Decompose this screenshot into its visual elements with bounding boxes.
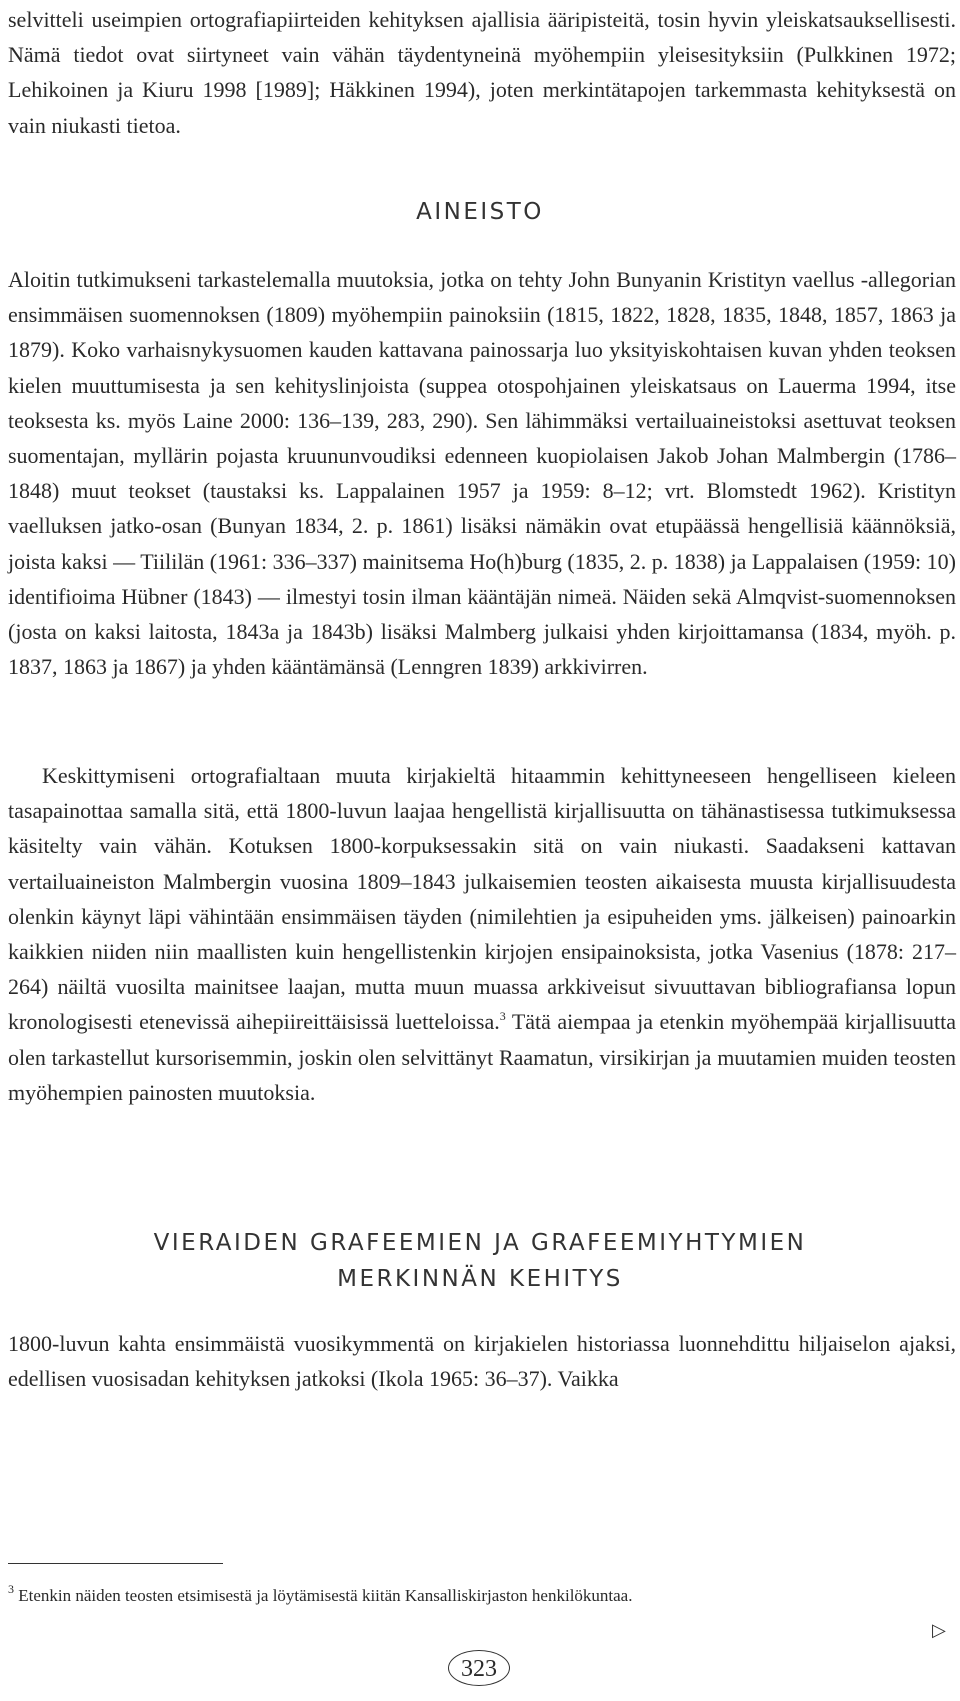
paragraph-2-continuation: Tätä aiempaa ja etenkin myöhempää kirjallisuutta olen tarkastellut kursorisemmin, joskin olen selvittänyt Raamatun, virsikirjan ja muutamien muiden teosten myöhempien painosten muutoksia. bbox=[8, 1009, 956, 1105]
aineisto-paragraph-2 bbox=[8, 758, 956, 1110]
section-heading-aineisto: AINEISTO bbox=[416, 199, 544, 225]
footnote-text: Etenkin näiden teosten etsimisestä ja löytämisestä kiitän Kansalliskirjaston henkilökuntaa. bbox=[18, 1586, 633, 1605]
aineisto-paragraph-1: Aloitin tutkimukseni tarkastelemalla muutoksia, jotka on tehty John Bunyanin Kristityn vaellus -allegorian ensimmäisen suomennoksen (1809) myöhempiin painoksiin (1815, 1822, 1828, 1835, 1848, 1857, 1863 ja 1879). Koko varhaisnykysuomen kauden kattavana painossarja luo yksityiskohtaisen kuvan yhden teoksen kielen muuttumisesta ja sen kehityslinjoista (suppea otospohjainen yleiskatsaus on Lauerma 1994, itse teoksesta ks. myös Laine 2000: 136–139, 283, 290). Sen lähimmäksi vertailuaineistoksi asettuvat teoksen suomentajan, myllärin pojasta kruununvoudiksi edenneen kuopiolaisen Jakob Johan Malmbergin (1786–1848) muut teokset (taustaksi ks. Lappalainen 1957 ja 1959: 8–12; vrt. Blomstedt 1962). Kristityn vaelluksen jatko-osan (Bunyan 1834, 2. p. 1861) lisäksi nämäkin ovat etupäässä hengellisiä käännöksiä, joista kaksi — Tiililän (1961: 336–337) mainitsema Ho(h)burg (1835, 2. p. 1838) ja Lappalaisen (1959: 10) identifioima Hübner (1843) — ilmestyi tosin ilman kääntäjän nimeä. Näiden sekä Almqvist-suomennoksen (josta on kaksi laitosta, 1843a ja 1843b) lisäksi Malmberg julkaisi yhden kirjoittamansa (1834, myöh. p. 1837, 1863 ja 1867) ja yhden kääntämänsä (Lenngren 1839) arkkivirren. bbox=[8, 267, 956, 680]
next-page-arrow-icon[interactable]: ▷ bbox=[932, 1620, 946, 1641]
footnote-reference[interactable]: 3 bbox=[499, 1009, 506, 1024]
section-heading-grafeemit: VIERAIDEN GRAFEEMIEN JA GRAFEEMIYHTYMIEN MERKINNÄN KEHITYS bbox=[153, 1230, 807, 1292]
footnote-divider bbox=[8, 1563, 223, 1564]
page-number: 323 bbox=[448, 1650, 510, 1686]
footnote bbox=[8, 1584, 948, 1608]
paragraph-2-text: Keskittymiseni ortografialtaan muuta kirjakieltä hitaammin kehittyneeseen hengelliseen kieleen tasapainottaa samalla sitä, että 1800-luvun laajaa hengellistä kirjallisuutta on tähänastisessa tutkimuksessa käsitelty vain vähän. Kotuksen 1800-korpuksessakin sitä on vain niukasti. Saadakseni kattavan vertailuaineiston Malmbergin vuosina 1809–1843 julkaisemien teosten aikaisesta muusta kirjallisuudesta olenkin käynyt läpi vähintään ensimmäisen täyden (nimilehtien ja esipuheiden yms. jälkeisen) painoarkin kaikkien niiden niin maallisten kuin hengellistenkin kirjojen ensipainoksista, jotka Vasenius (1878: 217–264) näiltä vuosilta mainitsee laajan, mutta muun muassa arkkiveisut sivuuttavan bibliografiansa lopun kronologisesti etenevissä aihepiireittäisissä luetteloissa. bbox=[8, 763, 956, 1035]
intro-paragraph: selvitteli useimpien ortografiapiirteiden kehityksen ajallisia ääripisteitä, tosin hyvin yleiskatsauksellisesti. Nämä tiedot ovat siirtyneet vain vähän täydentyneinä myöhempiin yleisesityksiin (Pulkkinen 1972; Lehikoinen ja Kiuru 1998 [1989]; Häkkinen 1994), joten merkintätapojen tarkemmasta kehityksestä on vain niukasti tietoa. bbox=[8, 7, 956, 138]
footnote-marker: 3 bbox=[8, 1582, 14, 1597]
grafeemit-paragraph-1: 1800-luvun kahta ensimmäistä vuosikymmentä on kirjakielen historiassa luonnehdittu hiljaiselon ajaksi, edellisen vuosisadan kehityksen jatkoksi (Ikola 1965: 36–37). Vaikka bbox=[8, 1331, 956, 1392]
